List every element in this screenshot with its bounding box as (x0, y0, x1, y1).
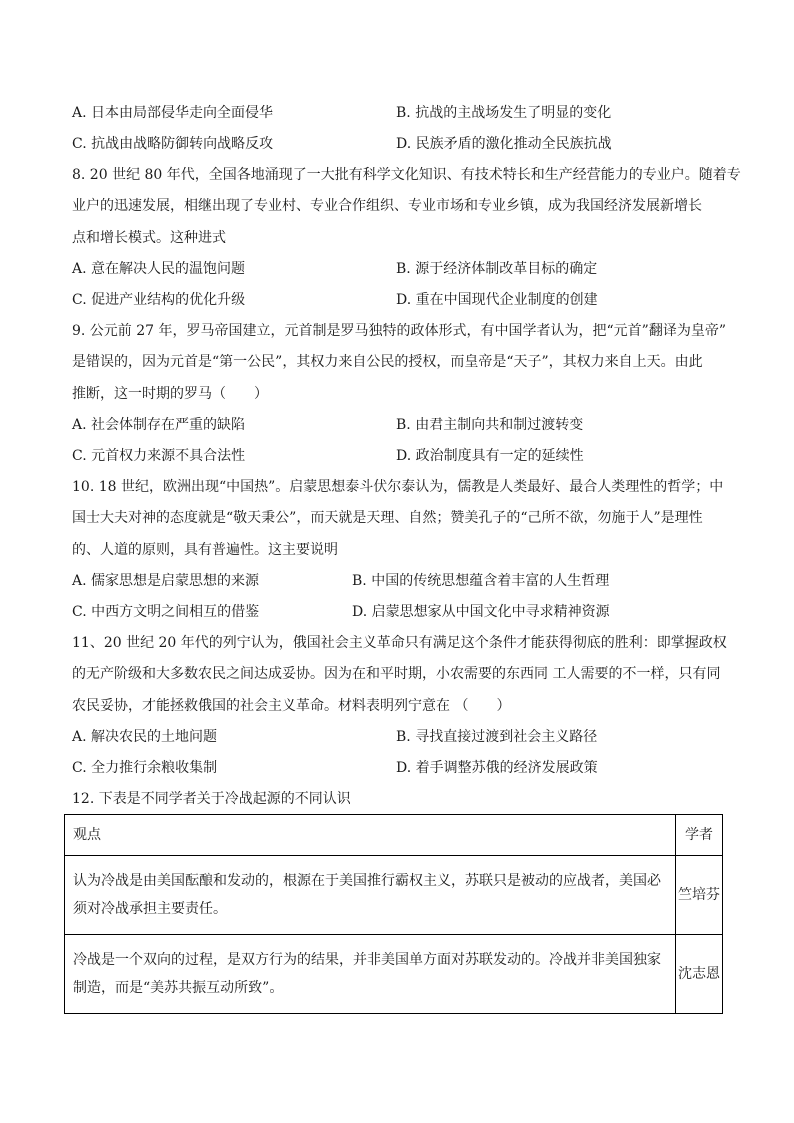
q11-option-a: A. 解决农民的土地问题 (72, 729, 218, 745)
row-scholar: 竺培芬 (676, 856, 723, 935)
q10-stem-line2: 国士大夫对神的态度就是“敬天秉公”，而天就是天理、自然；赞美孔子的“己所不欲，勿施于人”是理性 (72, 510, 703, 526)
row-view: 认为冷战是由美国酝酿和发动的，根源在于美国推行霸权主义，苏联只是被动的应战者，美国必须对冷战承担主要责任。 (65, 856, 676, 935)
q9-option-a: A. 社会体制存在严重的缺陷 (72, 417, 246, 433)
q11-stem-line2: 的无产阶级和大多数农民之间达成妥协。因为在和平时期，小农需要的东西同 工人需要的不一样，只有同 (72, 666, 721, 682)
q11-stem-line1: 11、20 世纪 20 年代的列宁认为，俄国社会主义革命只有满足这个条件才能获得彻底的胜利：即掌握政权 (72, 635, 727, 651)
q10-option-c: C. 中西方文明之间相互的借鉴 (72, 604, 260, 620)
header-view: 观点 (65, 815, 676, 856)
table-header-row (65, 815, 723, 856)
q10-stem-line1: 10. 18 世纪，欧洲出现“中国热”。启蒙思想泰斗伏尔泰认为，儒教是人类最好、最合人类理性的哲学；中 (72, 479, 724, 495)
q9-option-c: C. 元首权力来源不具合法性 (72, 448, 246, 464)
q10-option-d: D. 启蒙思想家从中国文化中寻求精神资源 (352, 604, 610, 620)
q7-option-a: A. 日本由局部侵华走向全面侵华 (72, 105, 274, 121)
q10-option-b: B. 中国的传统思想蕴含着丰富的人生哲理 (352, 573, 610, 589)
q8-option-d: D. 重在中国现代企业制度的创建 (396, 292, 598, 308)
row-scholar: 沈志恩 (676, 935, 723, 1014)
q8-option-a: A. 意在解决人民的温饱问题 (72, 261, 246, 277)
q10-stem-line3: 的、人道的原则，具有普遍性。这主要说明 (72, 542, 338, 558)
q8-option-c: C. 促进产业结构的优化升级 (72, 292, 246, 308)
cold-war-views-table (64, 814, 723, 1014)
q11-option-b: B. 寻找直接过渡到社会主义路径 (396, 729, 598, 745)
row-view: 冷战是一个双向的过程，是双方行为的结果，并非美国单方面对苏联发动的。冷战并非美国独家制造，而是“美苏共振互动所致”。 (65, 935, 676, 1014)
q9-option-d: D. 政治制度具有一定的延续性 (396, 448, 584, 464)
header-scholar: 学者 (676, 815, 723, 856)
q8-stem-line2: 业户的迅速发展，相继出现了专业村、专业合作组织、专业市场和专业乡镇，成为我国经济发展新增长 (72, 198, 702, 214)
q12-stem: 12. 下表是不同学者关于冷战起源的不同认识 (72, 791, 351, 807)
q11-stem-line3: 农民妥协，才能拯救俄国的社会主义革命。材料表明列宁意在 （ ） (72, 698, 511, 714)
q10-option-a: A. 儒家思想是启蒙思想的来源 (72, 573, 260, 589)
q9-stem-line2: 是错误的，因为元首是“第一公民”，其权力来自公民的授权，而皇帝是“天子”，其权力来自上天。由此 (72, 354, 703, 370)
q8-option-b: B. 源于经济体制改革目标的确定 (396, 261, 598, 277)
q8-stem-line1: 8. 20 世纪 80 年代，全国各地涌现了一大批有科学文化知识、有技术特长和生产经营能力的专业户。随着专 (72, 167, 741, 183)
q7-option-c: C. 抗战由战略防御转向战略反攻 (72, 136, 274, 152)
q8-stem-line3: 点和增长模式。这种进式 (72, 230, 226, 246)
q11-option-c: C. 全力推行余粮收集制 (72, 760, 218, 776)
q9-option-b: B. 由君主制向共和制过渡转变 (396, 417, 584, 433)
table-row (65, 935, 723, 1014)
table-row (65, 856, 723, 935)
q9-stem-line3: 推断，这一时期的罗马（ ） (72, 386, 268, 402)
q11-option-d: D. 着手调整苏俄的经济发展政策 (396, 760, 598, 776)
q9-stem-line1: 9. 公元前 27 年，罗马帝国建立，元首制是罗马独特的政体形式，有中国学者认为，把“元首”翻译为皇帝” (72, 323, 726, 339)
q7-option-b: B. 抗战的主战场发生了明显的变化 (396, 105, 612, 121)
q7-option-d: D. 民族矛盾的激化推动全民族抗战 (396, 136, 612, 152)
